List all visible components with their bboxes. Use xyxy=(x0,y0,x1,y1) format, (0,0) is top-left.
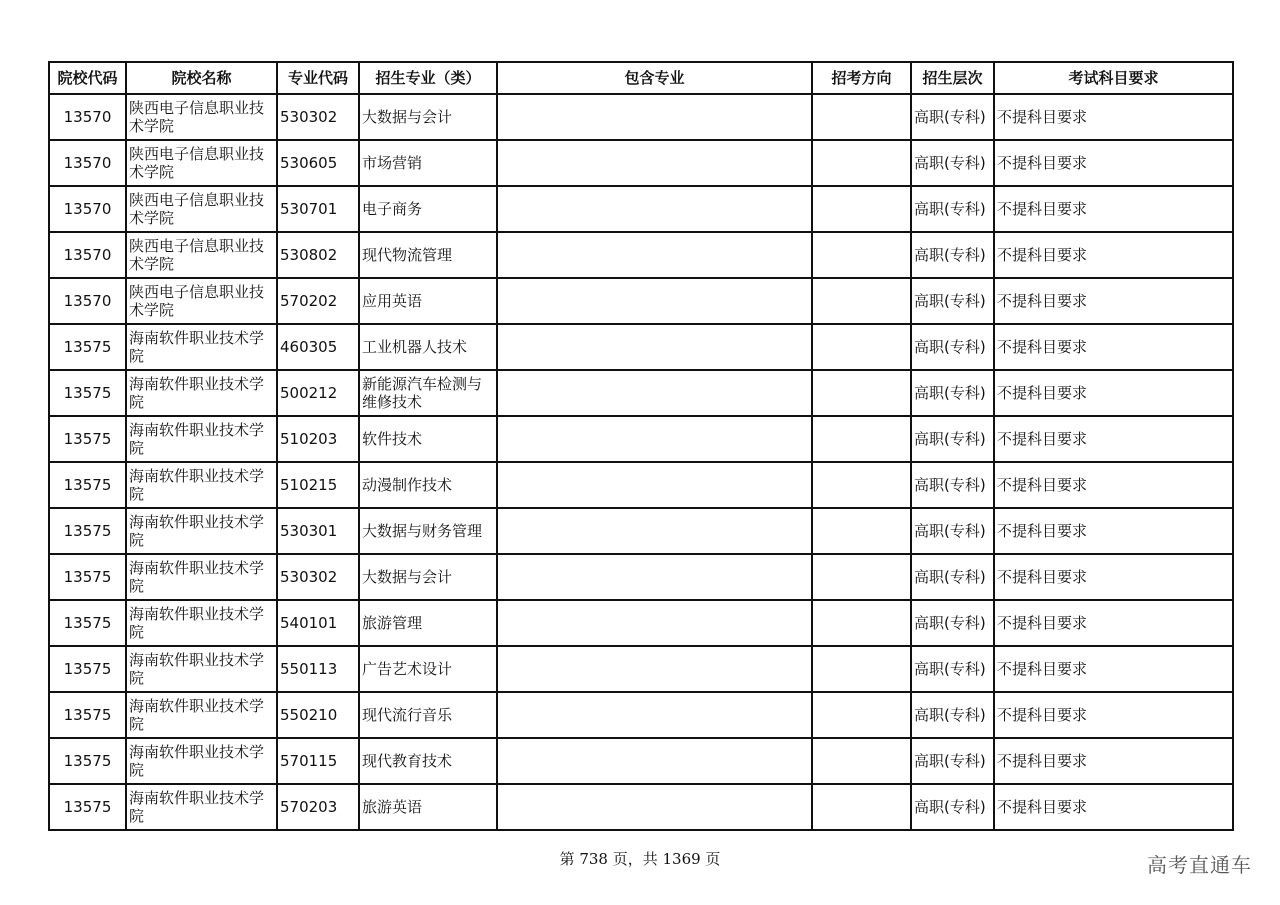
header-school-name: 院校名称 xyxy=(126,62,277,94)
cell-included-majors xyxy=(497,94,812,140)
cell-major-code: 530302 xyxy=(277,94,359,140)
cell-school-code: 13575 xyxy=(49,370,126,416)
cell-school-code: 13575 xyxy=(49,508,126,554)
cell-included-majors xyxy=(497,508,812,554)
cell-major-category: 旅游英语 xyxy=(359,784,497,830)
table-row xyxy=(49,554,1233,600)
cell-subject-requirement: 不提科目要求 xyxy=(994,600,1233,646)
table-row xyxy=(49,416,1233,462)
cell-school-code: 13575 xyxy=(49,554,126,600)
cell-major-category: 广告艺术设计 xyxy=(359,646,497,692)
cell-school-name: 海南软件职业技术学院 xyxy=(126,370,277,416)
cell-major-code: 550210 xyxy=(277,692,359,738)
cell-level: 高职(专科) xyxy=(911,738,994,784)
cell-included-majors xyxy=(497,232,812,278)
cell-level: 高职(专科) xyxy=(911,692,994,738)
admissions-table xyxy=(48,61,1234,831)
table-row xyxy=(49,140,1233,186)
cell-level: 高职(专科) xyxy=(911,140,994,186)
cell-included-majors xyxy=(497,692,812,738)
cell-school-name: 海南软件职业技术学院 xyxy=(126,324,277,370)
cell-subject-requirement: 不提科目要求 xyxy=(994,186,1233,232)
cell-school-code: 13575 xyxy=(49,784,126,830)
cell-exam-direction xyxy=(812,784,911,830)
header-major-category: 招生专业（类） xyxy=(359,62,497,94)
cell-exam-direction xyxy=(812,416,911,462)
cell-major-code: 570202 xyxy=(277,278,359,324)
cell-school-code: 13575 xyxy=(49,416,126,462)
cell-level: 高职(专科) xyxy=(911,370,994,416)
cell-major-code: 510215 xyxy=(277,462,359,508)
cell-exam-direction xyxy=(812,324,911,370)
cell-school-code: 13570 xyxy=(49,94,126,140)
cell-major-category: 大数据与财务管理 xyxy=(359,508,497,554)
cell-school-name: 陕西电子信息职业技术学院 xyxy=(126,140,277,186)
cell-exam-direction xyxy=(812,462,911,508)
cell-exam-direction xyxy=(812,646,911,692)
cell-level: 高职(专科) xyxy=(911,232,994,278)
table-row xyxy=(49,278,1233,324)
cell-school-name: 海南软件职业技术学院 xyxy=(126,554,277,600)
cell-included-majors xyxy=(497,738,812,784)
header-level: 招生层次 xyxy=(911,62,994,94)
cell-major-code: 550113 xyxy=(277,646,359,692)
cell-level: 高职(专科) xyxy=(911,508,994,554)
cell-school-name: 陕西电子信息职业技术学院 xyxy=(126,278,277,324)
cell-school-code: 13575 xyxy=(49,646,126,692)
cell-major-code: 500212 xyxy=(277,370,359,416)
table-row xyxy=(49,738,1233,784)
cell-included-majors xyxy=(497,278,812,324)
cell-major-category: 软件技术 xyxy=(359,416,497,462)
cell-subject-requirement: 不提科目要求 xyxy=(994,508,1233,554)
cell-included-majors xyxy=(497,600,812,646)
cell-major-category: 现代教育技术 xyxy=(359,738,497,784)
cell-major-code: 530802 xyxy=(277,232,359,278)
cell-major-code: 570115 xyxy=(277,738,359,784)
cell-level: 高职(专科) xyxy=(911,600,994,646)
cell-subject-requirement: 不提科目要求 xyxy=(994,462,1233,508)
cell-school-name: 陕西电子信息职业技术学院 xyxy=(126,232,277,278)
cell-level: 高职(专科) xyxy=(911,646,994,692)
cell-subject-requirement: 不提科目要求 xyxy=(994,416,1233,462)
cell-level: 高职(专科) xyxy=(911,186,994,232)
table-row xyxy=(49,646,1233,692)
table-row xyxy=(49,692,1233,738)
cell-subject-requirement: 不提科目要求 xyxy=(994,784,1233,830)
cell-exam-direction xyxy=(812,278,911,324)
cell-major-category: 大数据与会计 xyxy=(359,94,497,140)
cell-level: 高职(专科) xyxy=(911,94,994,140)
cell-major-category: 现代物流管理 xyxy=(359,232,497,278)
cell-school-name: 海南软件职业技术学院 xyxy=(126,508,277,554)
table-row xyxy=(49,600,1233,646)
table-row xyxy=(49,186,1233,232)
cell-major-code: 460305 xyxy=(277,324,359,370)
cell-subject-requirement: 不提科目要求 xyxy=(994,140,1233,186)
cell-included-majors xyxy=(497,462,812,508)
cell-major-category: 动漫制作技术 xyxy=(359,462,497,508)
cell-subject-requirement: 不提科目要求 xyxy=(994,646,1233,692)
cell-exam-direction xyxy=(812,508,911,554)
cell-subject-requirement: 不提科目要求 xyxy=(994,232,1233,278)
cell-major-category: 工业机器人技术 xyxy=(359,324,497,370)
cell-major-category: 旅游管理 xyxy=(359,600,497,646)
table-row xyxy=(49,324,1233,370)
cell-major-category: 电子商务 xyxy=(359,186,497,232)
cell-level: 高职(专科) xyxy=(911,278,994,324)
cell-major-code: 530605 xyxy=(277,140,359,186)
cell-school-code: 13575 xyxy=(49,738,126,784)
cell-school-name: 海南软件职业技术学院 xyxy=(126,462,277,508)
cell-exam-direction xyxy=(812,94,911,140)
cell-major-code: 530302 xyxy=(277,554,359,600)
cell-level: 高职(专科) xyxy=(911,324,994,370)
cell-exam-direction xyxy=(812,692,911,738)
cell-major-category: 现代流行音乐 xyxy=(359,692,497,738)
cell-included-majors xyxy=(497,784,812,830)
cell-school-code: 13570 xyxy=(49,140,126,186)
header-school-code: 院校代码 xyxy=(49,62,126,94)
cell-subject-requirement: 不提科目要求 xyxy=(994,324,1233,370)
table-row xyxy=(49,462,1233,508)
cell-school-name: 陕西电子信息职业技术学院 xyxy=(126,186,277,232)
header-major-code: 专业代码 xyxy=(277,62,359,94)
cell-exam-direction xyxy=(812,554,911,600)
cell-school-name: 海南软件职业技术学院 xyxy=(126,600,277,646)
table-header-row xyxy=(49,62,1233,94)
cell-included-majors xyxy=(497,324,812,370)
cell-included-majors xyxy=(497,370,812,416)
cell-school-code: 13575 xyxy=(49,692,126,738)
cell-major-category: 市场营销 xyxy=(359,140,497,186)
cell-exam-direction xyxy=(812,186,911,232)
cell-major-code: 570203 xyxy=(277,784,359,830)
header-subject-requirement: 考试科目要求 xyxy=(994,62,1233,94)
cell-school-code: 13575 xyxy=(49,324,126,370)
cell-exam-direction xyxy=(812,140,911,186)
cell-school-name: 海南软件职业技术学院 xyxy=(126,692,277,738)
cell-included-majors xyxy=(497,646,812,692)
cell-subject-requirement: 不提科目要求 xyxy=(994,278,1233,324)
cell-school-name: 陕西电子信息职业技术学院 xyxy=(126,94,277,140)
cell-subject-requirement: 不提科目要求 xyxy=(994,370,1233,416)
table-body xyxy=(49,94,1233,830)
watermark-logo-text: 高考直通车 xyxy=(1147,853,1252,877)
table-row xyxy=(49,370,1233,416)
cell-exam-direction xyxy=(812,600,911,646)
admissions-table-container xyxy=(48,61,1232,831)
page-number-footer: 第 738 页，共 1369 页 xyxy=(559,850,721,868)
cell-school-name: 海南软件职业技术学院 xyxy=(126,646,277,692)
cell-level: 高职(专科) xyxy=(911,416,994,462)
cell-included-majors xyxy=(497,140,812,186)
cell-level: 高职(专科) xyxy=(911,784,994,830)
cell-school-code: 13570 xyxy=(49,278,126,324)
cell-school-code: 13570 xyxy=(49,186,126,232)
cell-subject-requirement: 不提科目要求 xyxy=(994,692,1233,738)
cell-included-majors xyxy=(497,554,812,600)
cell-major-code: 530701 xyxy=(277,186,359,232)
cell-school-code: 13570 xyxy=(49,232,126,278)
cell-school-name: 海南软件职业技术学院 xyxy=(126,738,277,784)
cell-level: 高职(专科) xyxy=(911,554,994,600)
cell-subject-requirement: 不提科目要求 xyxy=(994,738,1233,784)
cell-school-code: 13575 xyxy=(49,600,126,646)
cell-subject-requirement: 不提科目要求 xyxy=(994,554,1233,600)
table-row xyxy=(49,232,1233,278)
cell-school-name: 海南软件职业技术学院 xyxy=(126,416,277,462)
cell-major-code: 510203 xyxy=(277,416,359,462)
cell-included-majors xyxy=(497,186,812,232)
table-row xyxy=(49,784,1233,830)
cell-major-code: 540101 xyxy=(277,600,359,646)
cell-level: 高职(专科) xyxy=(911,462,994,508)
cell-school-code: 13575 xyxy=(49,462,126,508)
cell-school-name: 海南软件职业技术学院 xyxy=(126,784,277,830)
cell-major-category: 应用英语 xyxy=(359,278,497,324)
cell-major-category: 大数据与会计 xyxy=(359,554,497,600)
table-row xyxy=(49,508,1233,554)
cell-exam-direction xyxy=(812,370,911,416)
table-row xyxy=(49,94,1233,140)
cell-subject-requirement: 不提科目要求 xyxy=(994,94,1233,140)
header-exam-direction: 招考方向 xyxy=(812,62,911,94)
cell-major-code: 530301 xyxy=(277,508,359,554)
cell-exam-direction xyxy=(812,738,911,784)
cell-included-majors xyxy=(497,416,812,462)
cell-major-category: 新能源汽车检测与维修技术 xyxy=(359,370,497,416)
header-included-majors: 包含专业 xyxy=(497,62,812,94)
cell-exam-direction xyxy=(812,232,911,278)
